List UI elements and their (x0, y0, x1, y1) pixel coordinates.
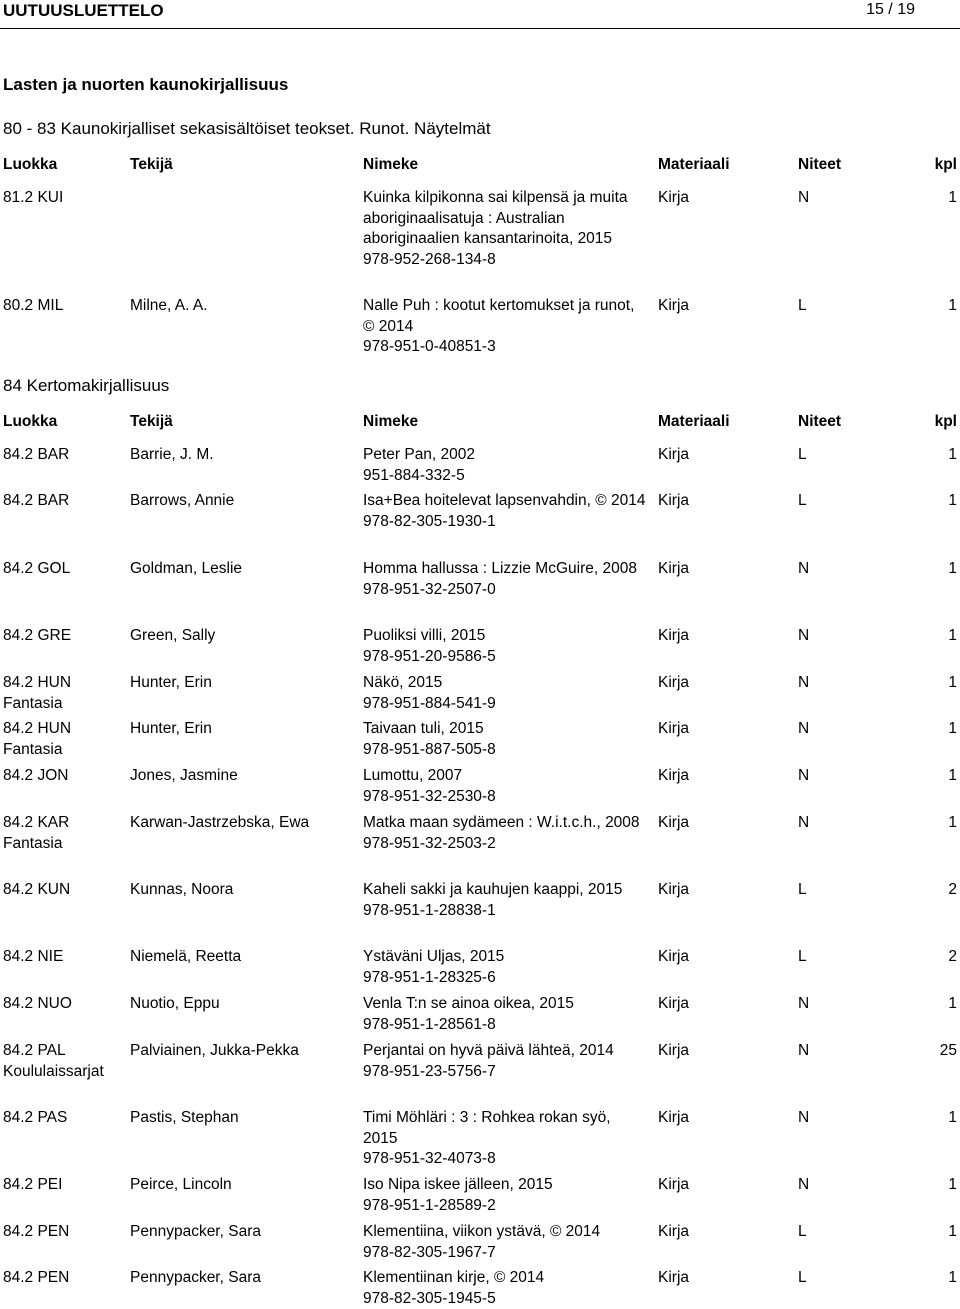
nimeke-cell (363, 673, 648, 714)
luokka-code: 84.2 HUN (3, 719, 123, 740)
luokka-cell (3, 766, 123, 787)
luokka-code: 84.2 HUN (3, 673, 123, 694)
col-header-materiaali: Materiaali (658, 412, 730, 433)
luokka-code: 84.2 KAR (3, 813, 123, 834)
header-divider (0, 28, 960, 29)
isbn-text: 978-951-887-505-8 (363, 740, 648, 761)
col-header-kpl: kpl (935, 155, 957, 176)
luokka-subclass: Koululaissarjat (3, 1062, 123, 1083)
title-text: Ystäväni Uljas, 2015 (363, 947, 648, 968)
kpl-cell: 1 (948, 1222, 957, 1243)
nimeke-cell (363, 719, 648, 760)
luokka-code: 84.2 PEI (3, 1175, 123, 1196)
luokka-subclass: Fantasia (3, 694, 123, 715)
luokka-code: 84.2 GOL (3, 559, 123, 580)
luokka-code: 84.2 PAL (3, 1041, 123, 1062)
niteet-cell: N (798, 1175, 809, 1196)
nimeke-cell (363, 1222, 648, 1263)
niteet-cell: L (798, 1222, 807, 1243)
tekija-cell: Pastis, Stephan (130, 1108, 355, 1129)
luokka-cell (3, 719, 123, 760)
luokka-subclass: Fantasia (3, 834, 123, 855)
luokka-code: 84.2 NUO (3, 994, 123, 1015)
group-heading: 80 - 83 Kaunokirjalliset sekasisältöiset teokset. Runot. Näytelmät (3, 119, 491, 139)
page-number: 15 / 19 (866, 1, 915, 19)
luokka-subclass: Fantasia (3, 740, 123, 761)
isbn-text: 978-951-20-9586-5 (363, 647, 648, 668)
luokka-code: 84.2 KUN (3, 880, 123, 901)
col-header-nimeke: Nimeke (363, 155, 648, 176)
title-text: Näkö, 2015 (363, 673, 648, 694)
kpl-cell: 1 (948, 1108, 957, 1129)
tekija-cell: Green, Sally (130, 626, 355, 647)
niteet-cell: L (798, 445, 807, 466)
luokka-cell (3, 1108, 123, 1129)
luokka-cell (3, 813, 123, 854)
isbn-text: 978-82-305-1967-7 (363, 1243, 648, 1264)
niteet-cell: L (798, 491, 807, 512)
isbn-text: 978-951-1-28838-1 (363, 901, 648, 922)
kpl-cell: 1 (948, 491, 957, 512)
isbn-text: 978-951-1-28561-8 (363, 1015, 648, 1036)
document-title: UUTUUSLUETTELO (3, 1, 164, 21)
tekija-cell: Jones, Jasmine (130, 766, 355, 787)
niteet-cell: N (798, 994, 809, 1015)
materiaali-cell: Kirja (658, 719, 689, 740)
kpl-cell: 1 (948, 1268, 957, 1289)
materiaali-cell: Kirja (658, 766, 689, 787)
col-header-tekija: Tekijä (130, 412, 355, 433)
title-text: Timi Möhläri : 3 : Rohkea rokan syö, 2015 (363, 1108, 648, 1149)
materiaali-cell: Kirja (658, 813, 689, 834)
nimeke-cell (363, 296, 648, 358)
tekija-cell: Pennypacker, Sara (130, 1268, 355, 1289)
materiaali-cell: Kirja (658, 1041, 689, 1062)
kpl-cell: 1 (948, 673, 957, 694)
isbn-text: 978-952-268-134-8 (363, 250, 648, 271)
title-text: Iso Nipa iskee jälleen, 2015 (363, 1175, 648, 1196)
title-text: Matka maan sydämeen : W.i.t.c.h., 2008 (363, 813, 648, 834)
tekija-cell: Karwan-Jastrzebska, Ewa (130, 813, 355, 834)
luokka-cell (3, 445, 123, 466)
luokka-cell (3, 994, 123, 1015)
materiaali-cell: Kirja (658, 491, 689, 512)
luokka-cell (3, 1222, 123, 1243)
luokka-code: 81.2 KUI (3, 188, 123, 209)
luokka-code: 84.2 PEN (3, 1222, 123, 1243)
materiaali-cell: Kirja (658, 1222, 689, 1243)
niteet-cell: L (798, 1268, 807, 1289)
tekija-cell: Pennypacker, Sara (130, 1222, 355, 1243)
luokka-cell (3, 626, 123, 647)
col-header-kpl: kpl (935, 412, 957, 433)
luokka-cell (3, 673, 123, 714)
luokka-cell (3, 559, 123, 580)
col-header-tekija: Tekijä (130, 155, 355, 176)
kpl-cell: 1 (948, 766, 957, 787)
kpl-cell: 1 (948, 559, 957, 580)
kpl-cell: 1 (948, 1175, 957, 1196)
niteet-cell: N (798, 673, 809, 694)
luokka-cell (3, 880, 123, 901)
kpl-cell: 2 (948, 880, 957, 901)
col-header-materiaali: Materiaali (658, 155, 730, 176)
luokka-cell (3, 1175, 123, 1196)
nimeke-cell (363, 1108, 648, 1170)
title-text: Peter Pan, 2002 (363, 445, 648, 466)
tekija-cell: Niemelä, Reetta (130, 947, 355, 968)
isbn-text: 978-951-1-28589-2 (363, 1196, 648, 1217)
tekija-cell: Goldman, Leslie (130, 559, 355, 580)
niteet-cell: N (798, 719, 809, 740)
title-text: Homma hallussa : Lizzie McGuire, 2008 (363, 559, 648, 580)
luokka-cell (3, 1041, 123, 1082)
nimeke-cell (363, 994, 648, 1035)
materiaali-cell: Kirja (658, 1108, 689, 1129)
luokka-code: 84.2 NIE (3, 947, 123, 968)
title-text: Klementiina, viikon ystävä, © 2014 (363, 1222, 648, 1243)
luokka-code: 84.2 PAS (3, 1108, 123, 1129)
nimeke-cell (363, 626, 648, 667)
title-text: Lumottu, 2007 (363, 766, 648, 787)
col-header-luokka: Luokka (3, 155, 123, 176)
niteet-cell: N (798, 188, 809, 209)
tekija-cell: Palviainen, Jukka-Pekka (130, 1041, 355, 1062)
materiaali-cell: Kirja (658, 559, 689, 580)
title-text: Taivaan tuli, 2015 (363, 719, 648, 740)
nimeke-cell (363, 813, 648, 854)
luokka-cell (3, 947, 123, 968)
luokka-code: 84.2 GRE (3, 626, 123, 647)
materiaali-cell: Kirja (658, 947, 689, 968)
section-title: Lasten ja nuorten kaunokirjallisuus (3, 75, 288, 95)
nimeke-cell (363, 491, 648, 532)
niteet-cell: L (798, 296, 807, 317)
niteet-cell: L (798, 880, 807, 901)
nimeke-cell (363, 1268, 648, 1309)
luokka-cell (3, 491, 123, 512)
nimeke-cell (363, 188, 648, 270)
materiaali-cell: Kirja (658, 1268, 689, 1289)
tekija-cell: Barrows, Annie (130, 491, 355, 512)
niteet-cell: N (798, 1108, 809, 1129)
luokka-cell (3, 296, 123, 317)
group-heading: 84 Kertomakirjallisuus (3, 376, 169, 396)
title-text: Nalle Puh : kootut kertomukset ja runot, © 2014 (363, 296, 648, 337)
isbn-text: 951-884-332-5 (363, 466, 648, 487)
isbn-text: 978-951-32-2507-0 (363, 580, 648, 601)
isbn-text: 978-951-23-5756-7 (363, 1062, 648, 1083)
tekija-cell: Hunter, Erin (130, 673, 355, 694)
title-text: Kuinka kilpikonna sai kilpensä ja muita aboriginaalisatuja : Australian aboriginaalien kansantarinoita, 2015 (363, 188, 648, 250)
materiaali-cell: Kirja (658, 296, 689, 317)
kpl-cell: 2 (948, 947, 957, 968)
isbn-text: 978-82-305-1930-1 (363, 512, 648, 533)
luokka-cell (3, 1268, 123, 1289)
title-text: Perjantai on hyvä päivä lähteä, 2014 (363, 1041, 648, 1062)
nimeke-cell (363, 947, 648, 988)
kpl-cell: 1 (948, 994, 957, 1015)
niteet-cell: N (798, 626, 809, 647)
niteet-cell: N (798, 813, 809, 834)
materiaali-cell: Kirja (658, 626, 689, 647)
luokka-code: 84.2 JON (3, 766, 123, 787)
materiaali-cell: Kirja (658, 445, 689, 466)
tekija-cell: Peirce, Lincoln (130, 1175, 355, 1196)
kpl-cell: 1 (948, 813, 957, 834)
title-text: Puoliksi villi, 2015 (363, 626, 648, 647)
niteet-cell: N (798, 766, 809, 787)
nimeke-cell (363, 1175, 648, 1216)
tekija-cell: Milne, A. A. (130, 296, 355, 317)
niteet-cell: N (798, 559, 809, 580)
nimeke-cell (363, 445, 648, 486)
title-text: Venla T:n se ainoa oikea, 2015 (363, 994, 648, 1015)
materiaali-cell: Kirja (658, 994, 689, 1015)
tekija-cell: Kunnas, Noora (130, 880, 355, 901)
col-header-nimeke: Nimeke (363, 412, 648, 433)
materiaali-cell: Kirja (658, 673, 689, 694)
luokka-code: 84.2 BAR (3, 491, 123, 512)
isbn-text: 978-951-32-2503-2 (363, 834, 648, 855)
title-text: Isa+Bea hoitelevat lapsenvahdin, © 2014 (363, 491, 648, 512)
luokka-cell (3, 188, 123, 209)
kpl-cell: 1 (948, 445, 957, 466)
kpl-cell: 25 (940, 1041, 957, 1062)
kpl-cell: 1 (948, 188, 957, 209)
isbn-text: 978-951-32-2530-8 (363, 787, 648, 808)
isbn-text: 978-951-1-28325-6 (363, 968, 648, 989)
nimeke-cell (363, 559, 648, 600)
isbn-text: 978-82-305-1945-5 (363, 1289, 648, 1309)
niteet-cell: N (798, 1041, 809, 1062)
kpl-cell: 1 (948, 626, 957, 647)
kpl-cell: 1 (948, 719, 957, 740)
niteet-cell: L (798, 947, 807, 968)
col-header-niteet: Niteet (798, 412, 841, 433)
tekija-cell: Nuotio, Eppu (130, 994, 355, 1015)
luokka-code: 84.2 PEN (3, 1268, 123, 1289)
title-text: Klementiinan kirje, © 2014 (363, 1268, 648, 1289)
isbn-text: 978-951-884-541-9 (363, 694, 648, 715)
isbn-text: 978-951-32-4073-8 (363, 1149, 648, 1170)
luokka-code: 80.2 MIL (3, 296, 123, 317)
kpl-cell: 1 (948, 296, 957, 317)
col-header-niteet: Niteet (798, 155, 841, 176)
nimeke-cell (363, 1041, 648, 1082)
title-text: Kaheli sakki ja kauhujen kaappi, 2015 (363, 880, 648, 901)
materiaali-cell: Kirja (658, 188, 689, 209)
tekija-cell: Hunter, Erin (130, 719, 355, 740)
nimeke-cell (363, 766, 648, 807)
materiaali-cell: Kirja (658, 1175, 689, 1196)
nimeke-cell (363, 880, 648, 921)
luokka-code: 84.2 BAR (3, 445, 123, 466)
materiaali-cell: Kirja (658, 880, 689, 901)
tekija-cell: Barrie, J. M. (130, 445, 355, 466)
isbn-text: 978-951-0-40851-3 (363, 337, 648, 358)
col-header-luokka: Luokka (3, 412, 123, 433)
